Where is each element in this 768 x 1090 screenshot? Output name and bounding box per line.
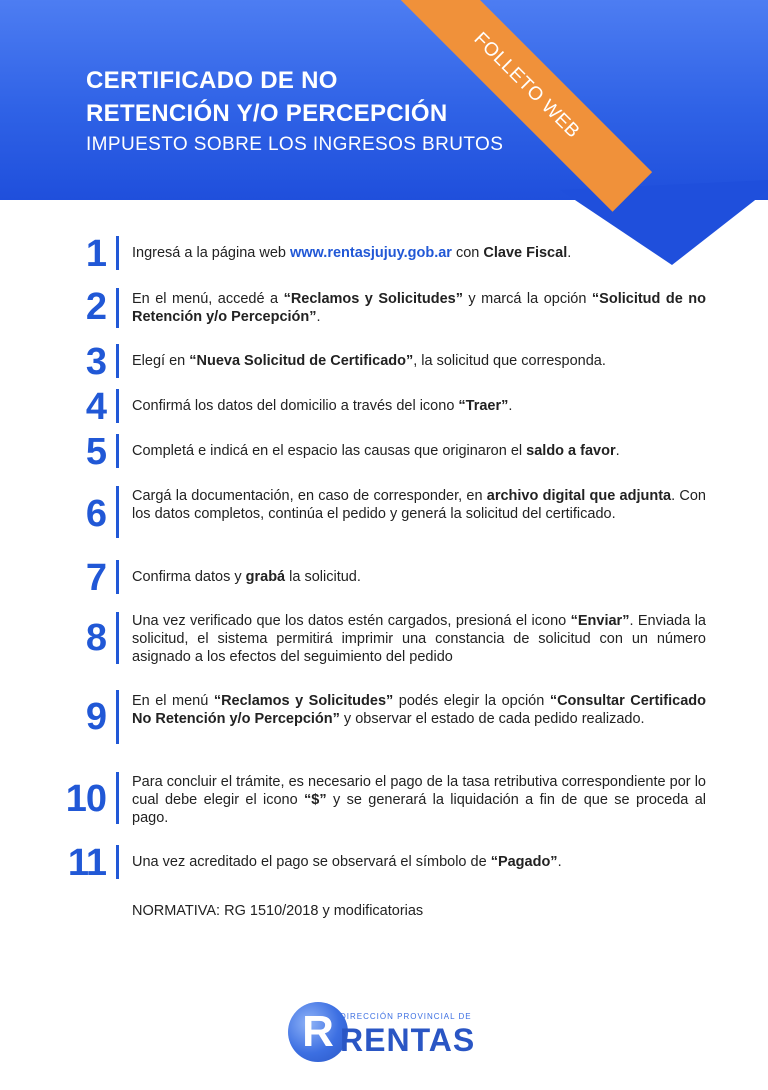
page-title xyxy=(86,64,447,130)
step-text-segment: Cargá la documentación, en caso de corresponder, en xyxy=(132,488,487,504)
step-text xyxy=(132,352,706,370)
step-text-segment: Confirmá los datos del domicilio a través del icono xyxy=(132,398,459,414)
step-text-segment: Una vez verificado que los datos estén cargados, presioná el icono xyxy=(132,613,571,629)
step-text-segment: En el menú xyxy=(132,693,214,709)
step-text-segment: . xyxy=(615,443,620,459)
step-number: 5 xyxy=(85,431,106,473)
step-number: 10 xyxy=(65,778,106,820)
step-text-bold: saldo a favor xyxy=(526,443,616,459)
step-text-segment: . xyxy=(567,245,572,261)
step-text-segment: Confirma datos y xyxy=(132,569,246,585)
step-text-bold: “Enviar” xyxy=(570,613,630,629)
step-divider xyxy=(116,434,119,468)
normativa-note: NORMATIVA: RG 1510/2018 y modificatorias xyxy=(132,903,424,919)
step-text-bold: archivo digital que adjunta xyxy=(486,488,672,504)
step-text-segment: . Con los datos completos, continúa el pedido y generá la solicitud del certificado. xyxy=(132,488,706,522)
step-text-segment: y marcá la opción xyxy=(462,291,592,307)
step-divider xyxy=(116,486,119,538)
step-text-bold: “Consultar Certificado No Retención y/o Percepción” xyxy=(132,693,706,727)
step-text-segment: Elegí en xyxy=(132,353,190,369)
step-number: 3 xyxy=(85,341,106,383)
step-text-bold: grabá xyxy=(245,569,286,585)
step-text-segment: y observar el estado de cada pedido realizado. xyxy=(339,711,645,727)
step-text-segment: Ingresá a la página web xyxy=(132,245,290,261)
step-text-segment: con xyxy=(451,245,484,261)
step-text xyxy=(132,773,706,827)
rentas-logo xyxy=(288,998,488,1070)
title-line-1: CERTIFICADO DE NO xyxy=(86,67,338,94)
step-divider xyxy=(116,772,119,824)
step-text-segment: Una vez acreditado el pago se observará el símbolo de xyxy=(132,854,491,870)
step-text-segment: la solicitud. xyxy=(285,569,361,585)
step-text-segment: podés elegir la opción xyxy=(393,693,550,709)
step-text-bold: “Traer” xyxy=(458,398,509,414)
step-divider xyxy=(116,236,119,270)
step-text-bold: “Pagado” xyxy=(490,854,558,870)
website-link[interactable]: www.rentasjujuy.gob.ar xyxy=(290,245,452,261)
step-text xyxy=(132,290,706,326)
step-text-bold: “Nueva Solicitud de Certificado” xyxy=(189,353,414,369)
logo-r-emblem xyxy=(288,1002,348,1062)
step-text-segment: , la solicitud que corresponda. xyxy=(413,353,606,369)
step-divider xyxy=(116,560,119,594)
step-divider xyxy=(116,389,119,423)
step-text-bold: “Reclamos y Solicitudes” xyxy=(283,291,463,307)
step-divider xyxy=(116,344,119,378)
step-number: 8 xyxy=(85,617,106,659)
step-text-segment: y se generará la liquidación a fin de que se proceda al pago. xyxy=(132,792,706,826)
step-divider xyxy=(116,845,119,879)
step-text xyxy=(132,487,706,523)
step-text-segment: . xyxy=(316,309,321,325)
step-text-segment: . Enviada la solicitud, el sistema permitirá imprimir una constancia de solicitud con un número asignado a los efectos del seguimiento del pedido xyxy=(132,613,706,665)
step-number: 2 xyxy=(85,286,106,328)
step-number: 11 xyxy=(67,842,106,884)
step-text xyxy=(132,442,706,460)
logo-subtitle: DIRECCIÓN PROVINCIAL DE xyxy=(340,1012,472,1021)
step-text-bold: “Solicitud de no Retención y/o Percepción” xyxy=(132,291,706,325)
step-text-segment: Completá e indicá en el espacio las causas que originaron el xyxy=(132,443,527,459)
step-text-bold: Clave Fiscal xyxy=(483,245,568,261)
step-text xyxy=(132,853,706,871)
step-number: 9 xyxy=(85,696,106,738)
step-number: 1 xyxy=(85,233,106,275)
step-number: 7 xyxy=(85,557,106,599)
logo-wordmark: RENTAS xyxy=(340,1022,476,1058)
step-number: 6 xyxy=(85,493,106,535)
step-text-bold: “$” xyxy=(304,792,327,808)
page-subtitle: IMPUESTO SOBRE LOS INGRESOS BRUTOS xyxy=(86,134,504,155)
step-text xyxy=(132,244,706,262)
step-text-segment: En el menú, accedé a xyxy=(132,291,284,307)
step-divider xyxy=(116,612,119,664)
step-number: 4 xyxy=(85,386,106,428)
step-text xyxy=(132,692,706,728)
ribbon-label: FOLLETO WEB xyxy=(469,28,584,143)
step-text xyxy=(132,568,706,586)
title-line-2: RETENCIÓN Y/O PERCEPCIÓN xyxy=(86,100,448,127)
step-divider xyxy=(116,288,119,328)
step-text-segment: Para concluir el trámite, es necesario el pago de la tasa retributiva correspondiente por lo cual debe elegir el icono xyxy=(132,774,706,808)
step-text-segment: . xyxy=(557,854,562,870)
step-text xyxy=(132,397,706,415)
step-divider xyxy=(116,690,119,744)
step-text-bold: “Reclamos y Solicitudes” xyxy=(213,693,394,709)
logo-letter: R xyxy=(302,1007,334,1056)
step-text xyxy=(132,612,706,666)
step-text-segment: . xyxy=(508,398,513,414)
